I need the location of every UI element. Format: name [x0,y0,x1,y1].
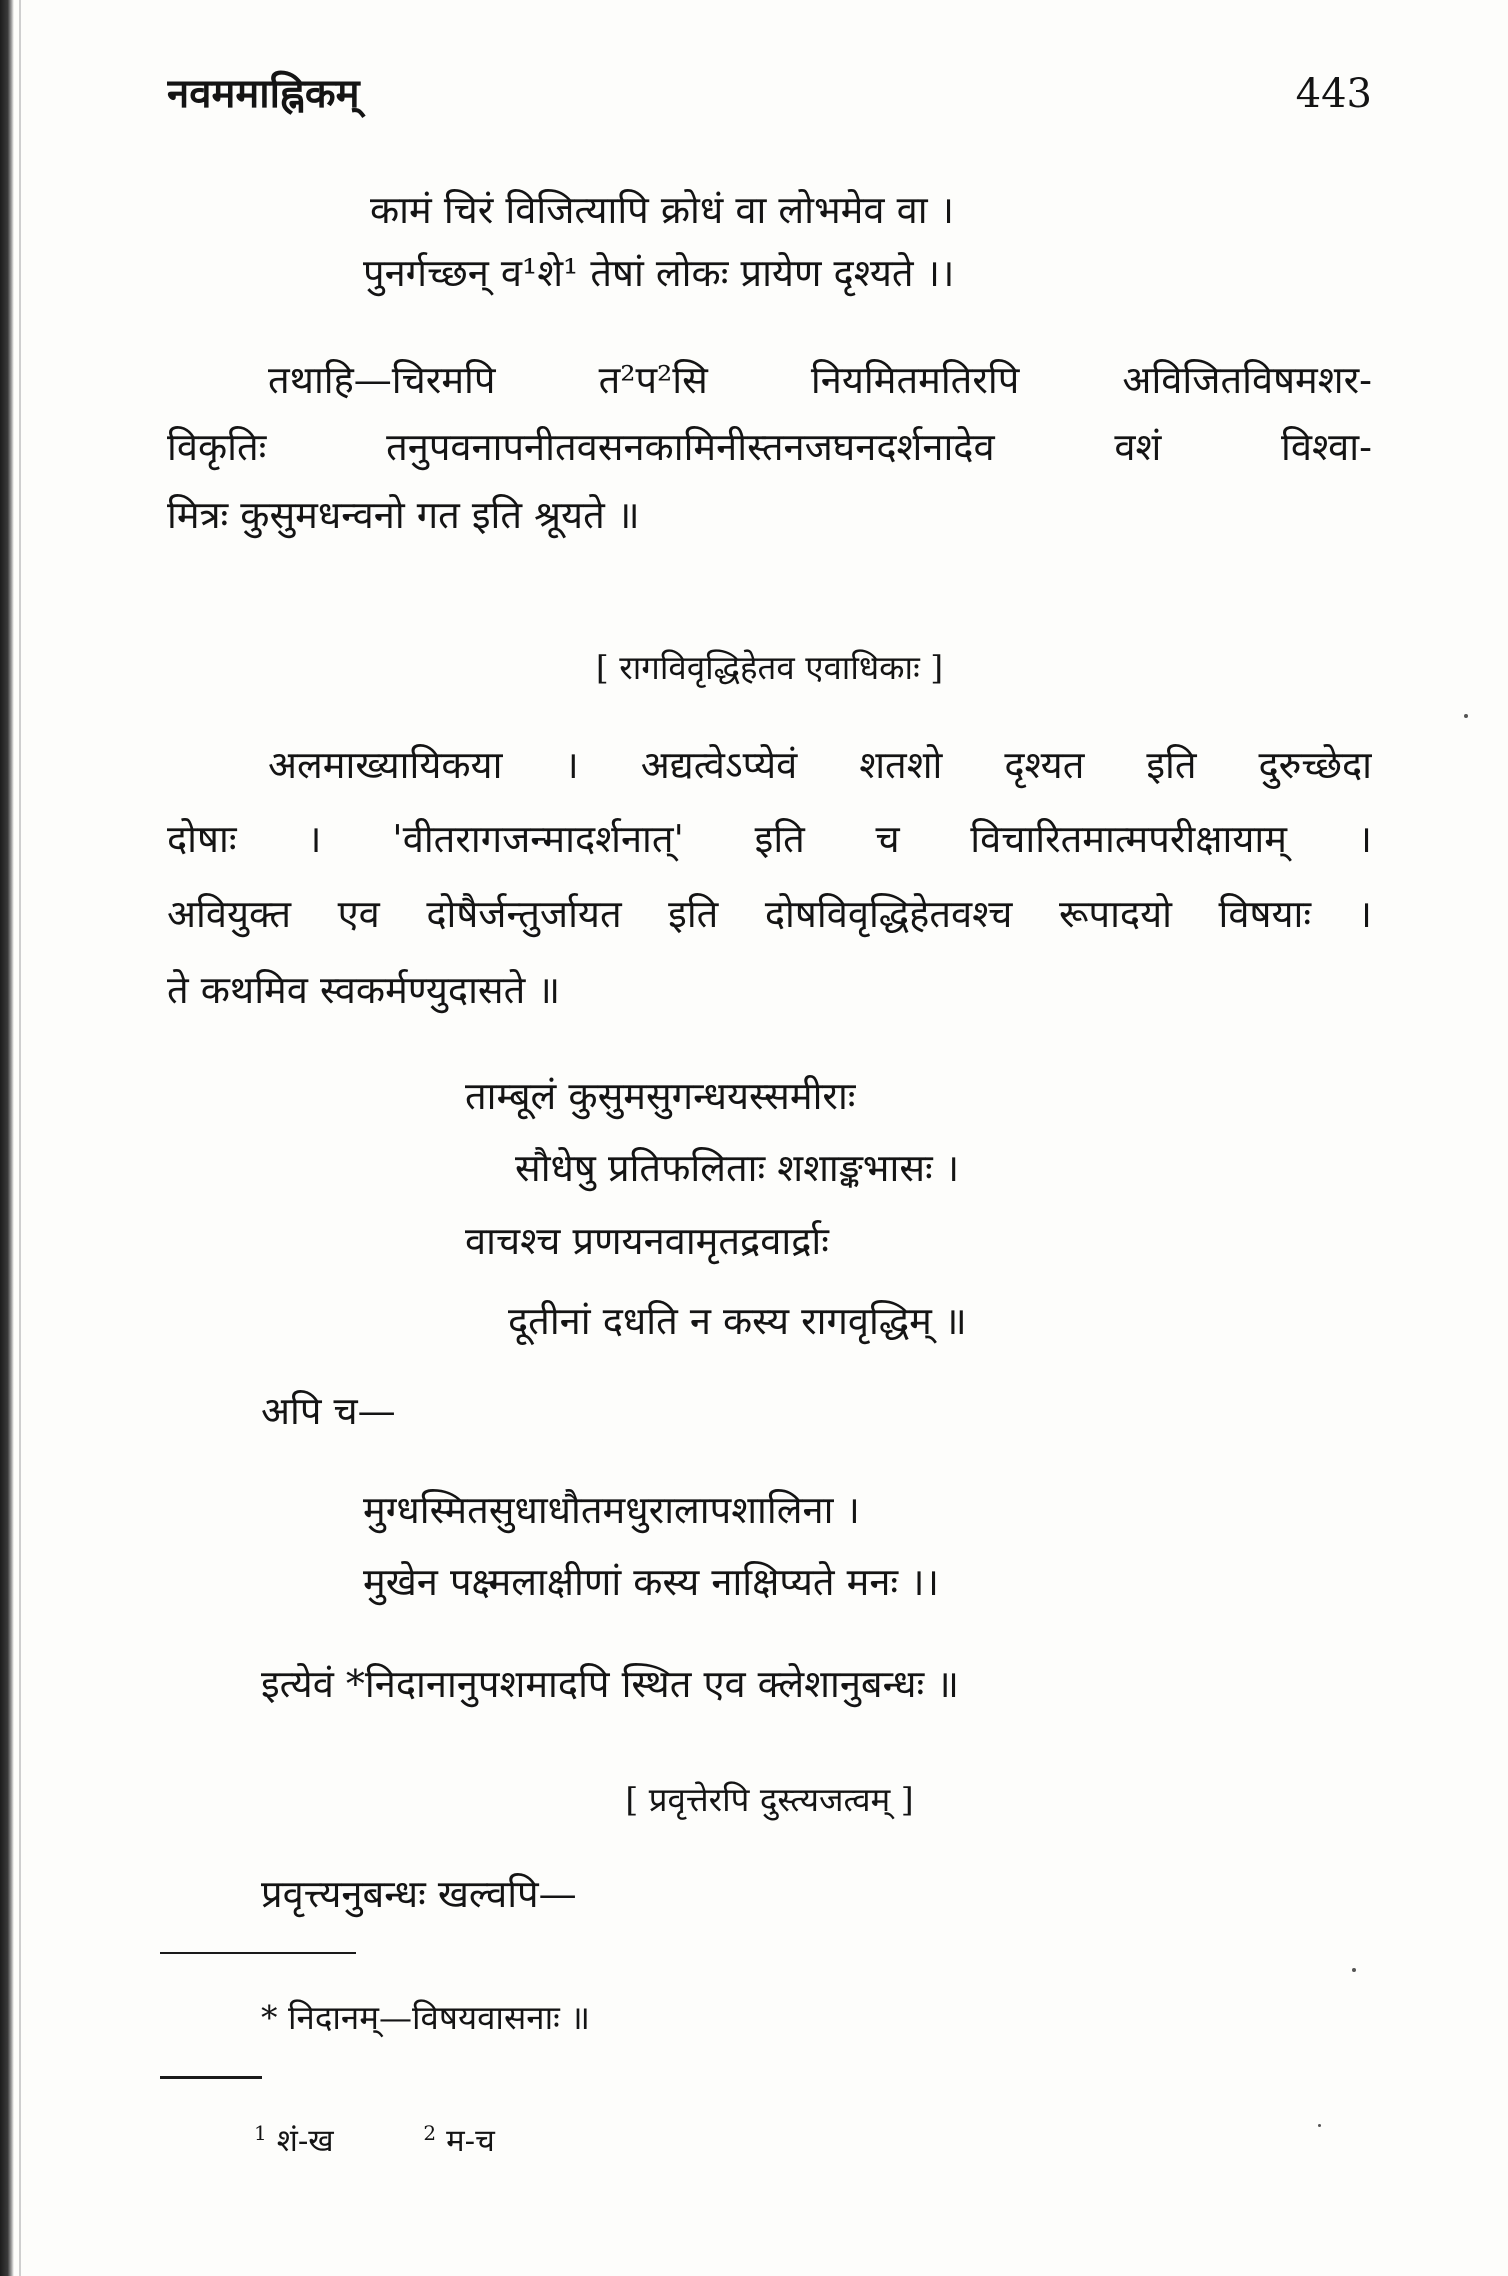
api-ca-line: अपि च— [261,1389,396,1433]
scan-speck [1464,714,1468,718]
para-1-line-2: विकृतिः तनुपवनापनीतवसनकामिनीस्तनजघनदर्शनादेव वशं विश्वा- [167,425,1372,469]
variant-rule [160,2076,262,2079]
section-heading-1: [ रागविवृद्धिहेतव एवाधिकाः ] [595,648,944,687]
verse-2-line-4: दूतीनां दधति न कस्य रागवृद्धिम् ॥ [508,1299,967,1343]
variant-1-number: 1 [254,2120,267,2145]
para-1-line-3: मित्रः कुसुमधन्वनो गत इति श्रूयते ॥ [167,493,640,537]
footnote-rule [160,1952,356,1954]
running-head: नवममाह्निकम् [167,70,360,117]
para-2-line-1: अलमाख्यायिकया । अद्यत्वेऽप्येवं शतशो दृश्यत इति दुरुच्छेदा [268,743,1372,787]
verse-1-line-2: पुनर्गच्छन् व¹शे¹ तेषां लोकः प्रायेण दृश्यते ।। [363,251,955,295]
variant-2-text: म-च [446,2123,495,2159]
para-4-line: प्रवृत्त्यनुबन्धः खल्वपि— [261,1872,577,1916]
page-number: 443 [1295,71,1372,117]
variant-1-text: शं-ख [276,2123,334,2159]
para-3-line: इत्येवं *निदानानुपशमादपि स्थित एव क्लेशानुबन्धः ॥ [261,1662,960,1706]
verse-3-line-1: मुग्धस्मितसुधाधौतमधुरालापशालिना । [363,1488,860,1532]
para-2-line-3: अवियुक्त एव दोषैर्जन्तुर्जायत इति दोषविवृद्धिहेतवश्च रूपादयो विषयाः । [167,892,1372,936]
verse-2-line-3: वाचश्च प्रणयनवामृतद्रवार्द्राः [465,1219,829,1263]
verse-2-line-1: ताम्बूलं कुसुमसुगन्धयस्समीराः [465,1074,856,1118]
scan-speck [1352,1968,1356,1972]
verse-3-line-2: मुखेन पक्ष्मलाक्षीणां कस्य नाक्षिप्यते मनः ।। [363,1560,939,1604]
scan-left-edge [0,0,14,2276]
para-1-line-1: तथाहि—चिरमपि त²प²सि नियमितमतिरपि अविजितविषमशर- [268,358,1372,402]
scan-speck [1318,2124,1321,2127]
variant-readings [254,2111,1154,2171]
para-2-line-2: दोषाः । 'वीतरागजन्मादर्शनात्' इति च विचारितमात्मपरीक्षायाम् । [167,817,1372,861]
para-2-line-4: ते कथमिव स्वकर्मण्युदासते ॥ [167,968,561,1012]
verse-1-line-1: कामं चिरं विजित्यापि क्रोधं वा लोभमेव वा । [370,188,955,232]
verse-2-line-2: सौधेषु प्रतिफलिताः शशाङ्कभासः । [515,1146,960,1190]
variant-2-number: 2 [423,2120,437,2145]
scan-edge-line [19,0,21,2276]
footnote-star: * निदानम्—विषयवासनाः ॥ [261,1998,591,2037]
variant-1 [254,2120,344,2159]
variant-2 [423,2120,495,2159]
section-heading-2: [ प्रवृत्तेरपि दुस्त्यजत्वम् ] [625,1780,914,1819]
